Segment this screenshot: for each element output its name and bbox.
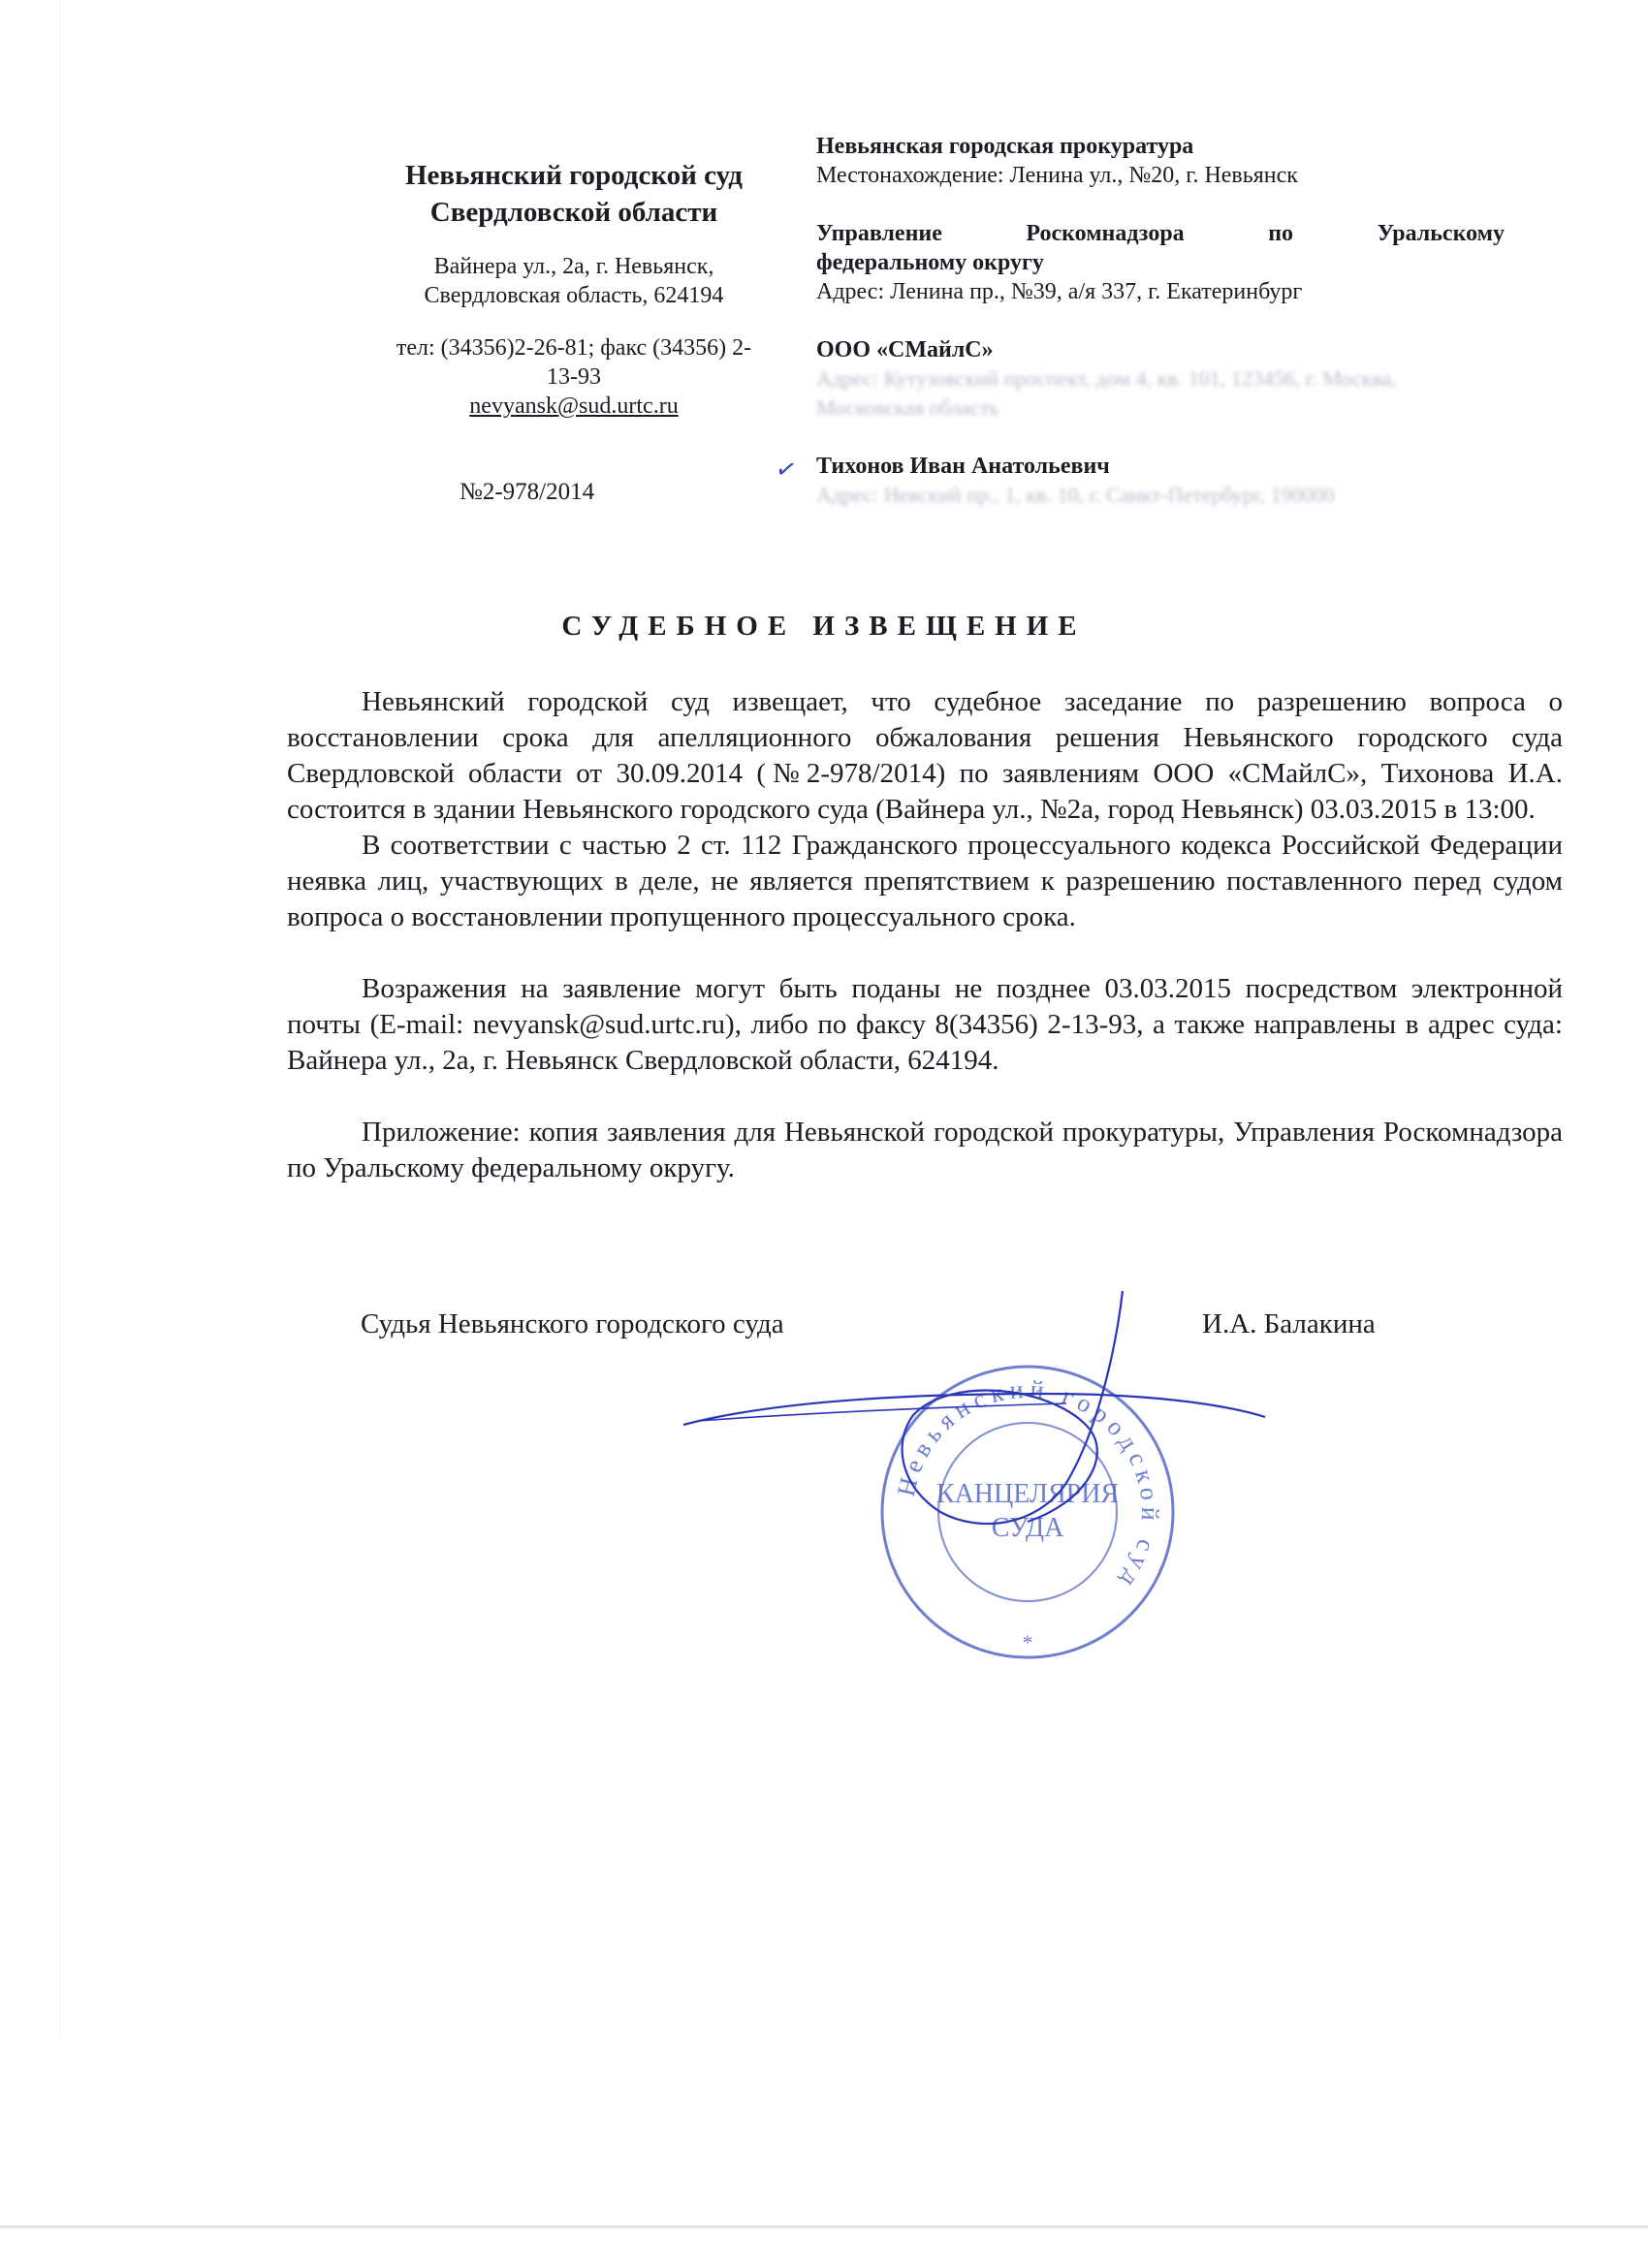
body-paragraph: В соответствии с частью 2 ст. 112 Гражданского процессуального кодекса Российской Федерации неявка лиц, участвующих в деле, не является препятствием к разрешению поставленного перед судом вопроса о восстановлении пропущенного процессуального срока. xyxy=(287,830,1563,932)
body-paragraph: Невьянский городской суд извещает, что судебное заседание по разрешению вопроса о восстановлении срока для апелляционного обжалования решения Невьянского городского суда Свердловской области от 30.09.2014 (№2-978/2014) по заявлениям ООО «СМайлС», Тихонова И.А. состоится в здании Невьянского городского суда (Вайнера ул., №2а, город Невьянск) 03.03.2015 в 13:00. xyxy=(287,686,1563,825)
addressee-name: Управление Роскомнадзора по Уральскому xyxy=(816,221,1505,246)
court-phone-line2: 13-93 xyxy=(547,364,601,390)
addressee-address: Адрес: Ленина пр., №39, а/я 337, г. Екатеринбург xyxy=(816,279,1303,304)
court-address-line2: Свердловская область, 624194 xyxy=(424,283,724,308)
addressee-address-redacted: Адрес: Кутузовский проспект, дом 4, кв. 101, 123456, г. Москва, Московская область xyxy=(816,366,1397,420)
addressee-prosecutor xyxy=(816,132,1505,190)
signature-stroke-underline xyxy=(698,1403,1066,1421)
check-mark-icon: ✓ xyxy=(773,454,800,486)
stamp-center-line1: КАНЦЕЛЯРИЯ xyxy=(935,1479,1120,1509)
document-title: СУДЕБНОЕ ИЗВЕЩЕНИЕ xyxy=(561,611,1087,642)
addressee-roskomnadzor xyxy=(816,219,1505,306)
stamp-ring-text: Невьянский городской суд xyxy=(891,1374,1165,1597)
signer-name: И.А. Балакина xyxy=(1202,1308,1376,1339)
addressee-address: Местонахождение: Ленина ул., №20, г. Невьянск xyxy=(816,163,1298,188)
court-name-line2: Свердловской области xyxy=(429,197,718,228)
stamp-star: * xyxy=(1022,1630,1033,1654)
signature-stroke-line xyxy=(683,1394,1265,1425)
body-paragraph: Приложение: копия заявления для Невьянской городской прокуратуры, Управления Роскомнадзора по Уральскому федеральному округу. xyxy=(287,1117,1563,1183)
scan-edge-line xyxy=(60,0,61,2035)
addressee-tikhonov xyxy=(816,452,1505,510)
addressee-address-redacted: Адрес: Невский пр., 1, кв. 10, г. Санкт-Петербург, 190000 xyxy=(816,483,1335,507)
court-name-line1: Невьянский городской суд xyxy=(405,160,743,191)
body-paragraph: Возражения на заявление могут быть поданы не позднее 03.03.2015 посредством электронной почты (E-mail: nevyansk@sud.urtc.ru), либо по факсу 8(34356) 2-13-93, а также направлены в адрес суда: Вайнера ул., 2а, г. Невьянск Свердловской области, 624194. xyxy=(287,973,1563,1076)
addressee-name: Невьянская городская прокуратура xyxy=(816,134,1194,159)
court-address-line1: Вайнера ул., 2а, г. Невьянск, xyxy=(433,254,714,279)
stamp-center-line2: СУДА xyxy=(991,1513,1064,1543)
signer-position: Судья Невьянского городского суда xyxy=(361,1308,784,1339)
addressee-name: Тихонов Иван Анатольевич xyxy=(816,454,1110,479)
court-address xyxy=(361,252,787,310)
addressee-name-line2: федеральному округу xyxy=(816,250,1044,275)
handwritten-signature xyxy=(659,1279,1299,1551)
court-header xyxy=(361,157,787,421)
court-email-link[interactable]: nevyansk@sud.urtc.ru xyxy=(469,394,679,419)
document-body xyxy=(287,684,1563,1186)
scan-bottom-line xyxy=(0,2225,1648,2228)
addressee-list xyxy=(816,132,1505,539)
court-phone-line1: тел: (34356)2-26-81; факс (34356) 2- xyxy=(396,335,752,361)
addressee-smiles xyxy=(816,335,1505,423)
addressee-name: ООО «СМайлС» xyxy=(816,337,994,362)
court-contacts xyxy=(361,333,787,421)
case-number: №2-978/2014 xyxy=(460,479,595,505)
